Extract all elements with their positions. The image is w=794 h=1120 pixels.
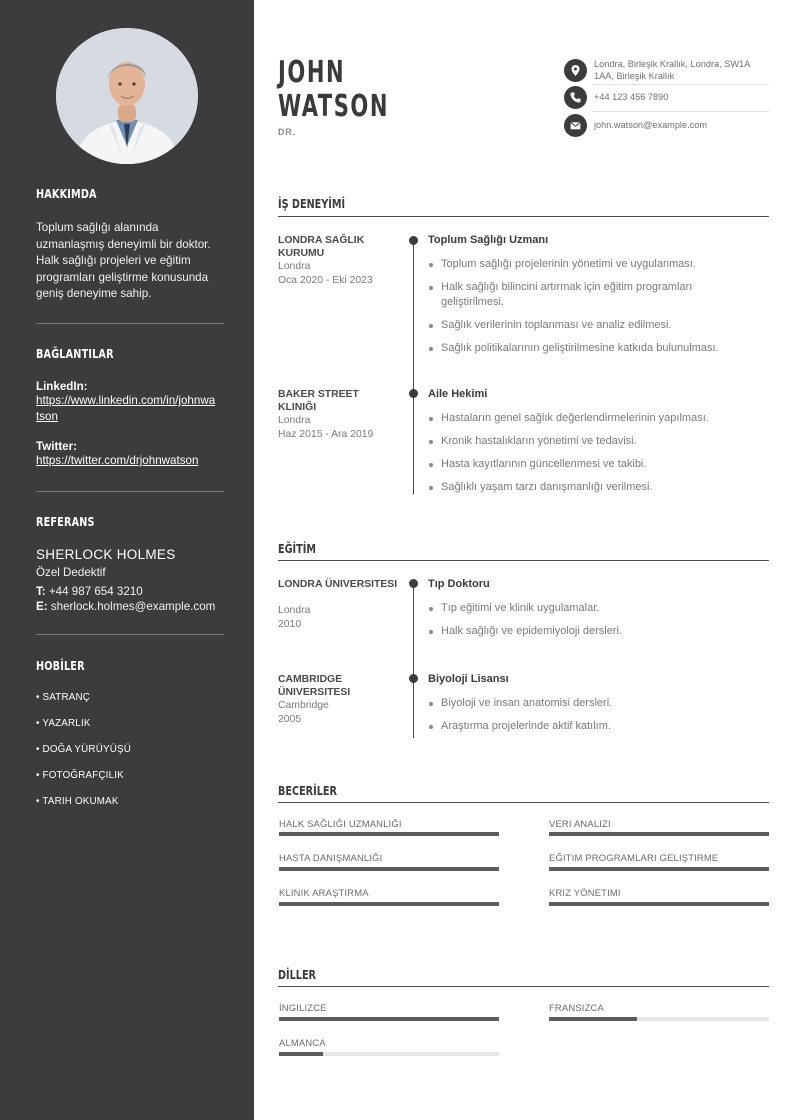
divider bbox=[36, 634, 224, 635]
experience-timeline bbox=[413, 236, 414, 494]
profile-photo bbox=[56, 28, 198, 164]
language-bar-fill bbox=[279, 1017, 499, 1021]
linkedin-label: LinkedIn: bbox=[36, 380, 88, 393]
education-location: Cambridge bbox=[278, 700, 329, 711]
skill-bar bbox=[279, 902, 499, 906]
skill-label: HALK SAĞLIĞI UZMANLIĞI bbox=[279, 818, 402, 829]
name-title: DR. bbox=[278, 127, 296, 137]
contact-address-text: Londra, Birleşik Krallık, Londra, SW1A 1AA, Birleşik Krallık bbox=[594, 59, 750, 81]
reference-role: Özel Dedektif bbox=[36, 566, 106, 579]
timeline-dot bbox=[409, 674, 418, 683]
section-rule bbox=[278, 986, 769, 987]
contact-email-text[interactable]: john.watson@example.com bbox=[594, 119, 707, 130]
about-heading: HAKKIMDA bbox=[36, 186, 97, 201]
skill-label: EĞITIM PROGRAMLARI GELIŞTIRME bbox=[549, 852, 719, 863]
timeline-dot bbox=[409, 236, 418, 245]
skill-bar-fill bbox=[549, 902, 769, 906]
education-bullet: Tıp eğitimi ve klinik uygulamalar. bbox=[428, 601, 748, 616]
reference-email-value: sherlock.holmes@example.com bbox=[50, 600, 216, 613]
language-label: İNGILIZCE bbox=[279, 1002, 327, 1013]
reference-heading: REFERANS bbox=[36, 514, 95, 529]
experience-bullet: Sağlık politikalarının geliştirilmesine katkıda bulunulması. bbox=[428, 341, 748, 356]
experience-role: Toplum Sağlığı Uzmanı bbox=[428, 234, 549, 246]
experience-heading: İŞ DENEYİMİ bbox=[278, 196, 346, 211]
skill-bar bbox=[549, 902, 769, 906]
timeline-dot bbox=[409, 579, 418, 588]
phone-icon bbox=[564, 86, 587, 109]
location-icon bbox=[564, 59, 587, 82]
experience-bullet: Halk sağlığı bilincini artırmak için eğitim programları geliştirilmesi. bbox=[428, 280, 748, 310]
education-degree: Tıp Doktoru bbox=[428, 578, 490, 590]
skill-bar-fill bbox=[549, 832, 769, 836]
hobby-item: • YAZARLIK bbox=[36, 718, 91, 729]
links-heading: BAĞLANTILAR bbox=[36, 346, 114, 361]
skill-bar bbox=[279, 832, 499, 836]
hobbies-heading: HOBİLER bbox=[36, 658, 85, 673]
education-year: 2010 bbox=[278, 619, 302, 630]
reference-email bbox=[36, 600, 215, 613]
divider bbox=[36, 491, 224, 492]
skills-heading: BECERİLER bbox=[278, 783, 337, 798]
mail-icon bbox=[564, 114, 587, 137]
education-bullet: Araştırma projelerinde aktif katılım. bbox=[428, 719, 748, 734]
languages-heading: DİLLER bbox=[278, 967, 317, 982]
education-org: CAMBRIDGE ÜNIVERSITESI bbox=[278, 674, 351, 698]
skill-label: KRIZ YÖNETIMI bbox=[549, 887, 621, 898]
education-bullet: Halk sağlığı ve epidemiyoloji dersleri. bbox=[428, 624, 748, 639]
experience-bullet: Sağlık verilerinin toplanması ve analiz edilmesi. bbox=[428, 318, 748, 333]
experience-bullet: Toplum sağlığı projelerinin yönetimi ve uygulanması. bbox=[428, 257, 748, 272]
language-bar-fill bbox=[279, 1052, 323, 1056]
experience-org: BAKER STREET KLINIĞI bbox=[278, 389, 359, 413]
experience-dates: Haz 2015 - Ara 2019 bbox=[278, 429, 374, 440]
divider bbox=[593, 84, 769, 85]
sidebar bbox=[0, 0, 254, 1120]
experience-bullet: Hastaların genel sağlık değerlendirmelerinin yapılması. bbox=[428, 411, 748, 426]
divider bbox=[593, 111, 769, 112]
section-rule bbox=[278, 802, 769, 803]
contact-email bbox=[564, 114, 769, 137]
education-location: Londra bbox=[278, 605, 311, 616]
reference-phone-value: +44 987 654 3210 bbox=[48, 585, 143, 598]
linkedin-block bbox=[36, 380, 226, 424]
twitter-link[interactable]: https://twitter.com/drjohnwatson bbox=[36, 454, 199, 467]
hobby-item: • FOTOĞRAFÇILIK bbox=[36, 770, 124, 781]
reference-name: SHERLOCK HOLMES bbox=[36, 547, 176, 562]
education-degree: Biyoloji Lisansı bbox=[428, 673, 509, 685]
language-label: ALMANCA bbox=[279, 1037, 326, 1048]
skill-label: KLINIK ARAŞTIRMA bbox=[279, 887, 369, 898]
education-heading: EĞİTİM bbox=[278, 541, 316, 556]
experience-org: LONDRA SAĞLIK KURUMU bbox=[278, 235, 365, 259]
hobby-item: • SATRANÇ bbox=[36, 692, 91, 703]
education-bullet: Biyoloji ve insan anatomisi dersleri. bbox=[428, 696, 748, 711]
skill-label: VERI ANALIZI bbox=[549, 818, 611, 829]
about-text: Toplum sağlığı alanında uzmanlaşmış deneyimli bir doktor. Halk sağlığı projeleri ve eğitim programları geliştirme konusunda geniş deneyime sahip. bbox=[36, 221, 211, 300]
twitter-block bbox=[36, 440, 226, 469]
reference-email-label: E: bbox=[36, 600, 48, 613]
experience-location: Londra bbox=[278, 415, 311, 426]
section-rule bbox=[278, 560, 769, 561]
language-bar bbox=[279, 1052, 499, 1056]
section-rule bbox=[278, 216, 769, 217]
language-label: FRANSIZCA bbox=[549, 1002, 604, 1013]
hobby-item: • TARIH OKUMAK bbox=[36, 796, 119, 807]
skill-bar-fill bbox=[279, 867, 499, 871]
skill-label: HASTA DANIŞMANLIĞI bbox=[279, 852, 383, 863]
divider bbox=[36, 323, 224, 324]
skill-bar-fill bbox=[279, 832, 499, 836]
experience-bullet: Hasta kayıtlarının güncellenmesi ve takibi. bbox=[428, 457, 748, 472]
contact-phone-text: +44 123 456 7890 bbox=[594, 91, 669, 102]
education-year: 2005 bbox=[278, 714, 302, 725]
education-org: LONDRA ÜNIVERSITESI bbox=[278, 579, 398, 590]
skill-bar bbox=[279, 867, 499, 871]
language-bar bbox=[279, 1017, 499, 1021]
twitter-label: Twitter: bbox=[36, 440, 78, 453]
experience-location: Londra bbox=[278, 261, 311, 272]
language-bar-fill bbox=[549, 1017, 637, 1021]
education-timeline bbox=[413, 580, 414, 738]
skill-bar bbox=[549, 867, 769, 871]
linkedin-link[interactable]: https://www.linkedin.com/in/johnwatson bbox=[36, 394, 216, 423]
doctor-portrait-icon bbox=[56, 28, 198, 164]
last-name: WATSON bbox=[278, 89, 390, 124]
first-name: JOHN bbox=[278, 55, 346, 90]
skill-bar bbox=[549, 832, 769, 836]
experience-bullet: Kronik hastalıkların yönetimi ve tedavisi. bbox=[428, 434, 748, 449]
hobby-item: • DOĞA YÜRÜYÜŞÜ bbox=[36, 744, 131, 755]
reference-phone bbox=[36, 585, 143, 598]
skill-bar-fill bbox=[549, 867, 769, 871]
contact-address bbox=[564, 59, 769, 82]
timeline-dot bbox=[409, 389, 418, 398]
experience-bullet: Sağlıklı yaşam tarzı danışmanlığı verilmesi. bbox=[428, 480, 748, 495]
experience-role: Aile Hekimi bbox=[428, 388, 488, 400]
reference-phone-label: T: bbox=[36, 585, 46, 598]
experience-dates: Oca 2020 - Eki 2023 bbox=[278, 275, 373, 286]
language-bar bbox=[549, 1017, 769, 1021]
contact-phone bbox=[564, 86, 769, 109]
skill-bar-fill bbox=[279, 902, 499, 906]
